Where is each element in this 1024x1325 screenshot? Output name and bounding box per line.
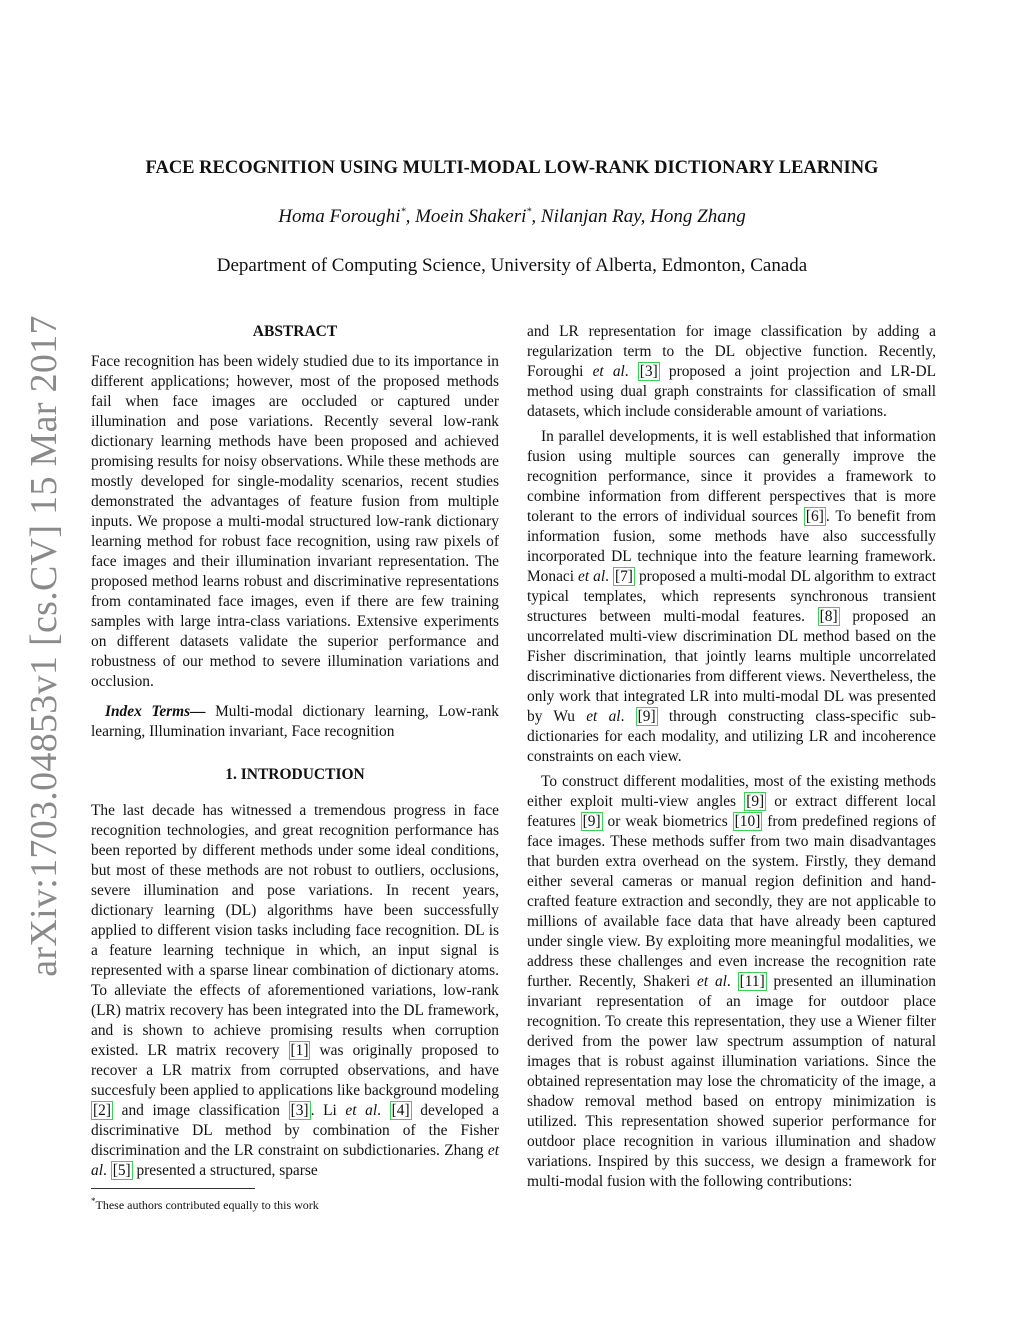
text-run: and LR representation for image classification by adding a regularization term to the DL objective function. Recently, Foroughi xyxy=(527,323,936,380)
text-run: proposed a joint projection and LR-DL method using dual graph constraints for classification of small datasets, which include considerable amount of variations. xyxy=(527,363,936,420)
et-al: et al xyxy=(696,973,727,990)
footnote-rule xyxy=(91,1188,255,1189)
citation-link[interactable]: [6] xyxy=(805,508,824,525)
paper-title: FACE RECOGNITION USING MULTI-MODAL LOW-RANK DICTIONARY LEARNING xyxy=(145,158,879,178)
citation-link[interactable]: [5] xyxy=(112,1162,131,1179)
citation-link[interactable]: [8] xyxy=(819,608,838,625)
citation-link[interactable]: [9] xyxy=(637,708,656,725)
text-run: . xyxy=(620,708,636,725)
text-run: . xyxy=(624,363,638,380)
arxiv-identifier: arXiv:1703.04853v1 [cs.CV] 15 Mar 2017 xyxy=(23,315,65,977)
footnote xyxy=(91,1188,499,1213)
footnote-body: These authors contributed equally to this work xyxy=(95,1198,319,1212)
author-name: Moein Shakeri xyxy=(415,206,527,227)
intro-paragraph-1 xyxy=(91,801,499,1181)
et-al: et al xyxy=(91,1142,499,1179)
text-run: developed a discriminative DL method by combination of the Fisher discrimination and the LR constraint on subdictionaries. Zhang xyxy=(91,1102,499,1159)
et-al: et al xyxy=(586,708,621,725)
intro-paragraph-4 xyxy=(527,772,936,1192)
author-list: Homa Foroughi*, Moein Shakeri*, Nilanjan Ray, Hong Zhang xyxy=(278,206,746,227)
text-run: . To benefit from information fusion, some methods have also successfully incorporated DL technique into the feature learning framework. Monaci xyxy=(527,508,937,585)
left-column xyxy=(91,322,499,1181)
text-run: from predefined regions of face images. These methods suffer from two main disadvantages that burden extra overhead on the system. Firstly, they demand either several cameras or manual region definition and hand-crafted feature extraction and secondly, they are not applicable to millions of available face data that have already been captured under single view. By exploiting more meaningful modalities, we address these challenges and even increase the recognition rate further. Recently, Shakeri xyxy=(527,813,936,990)
text-run: proposed an uncorrelated multi-view discrimination DL method based on the Fisher discrimination, that jointly learns multiple uncorrelated discriminative dictionaries from different views. Nevertheless, the only work that integrated LR into multi-modal DL was presented by Wu xyxy=(527,608,936,725)
et-al: et al xyxy=(345,1102,378,1119)
citation-link[interactable]: [7] xyxy=(614,568,633,585)
et-al: et al xyxy=(578,568,606,585)
intro-heading: 1. INTRODUCTION xyxy=(225,766,365,783)
text-run: presented a structured, sparse xyxy=(132,1162,318,1179)
text-run: . xyxy=(377,1102,390,1119)
citation-link[interactable]: [10] xyxy=(734,813,761,830)
intro-paragraph-2 xyxy=(527,322,936,422)
text-run: . xyxy=(605,568,613,585)
author-name: Nilanjan Ray xyxy=(540,206,641,227)
right-column xyxy=(527,322,936,1192)
text-run: was originally proposed to recover a LR matrix from corrupted observations, and have succesfuly been applied to applications like background modeling xyxy=(91,1042,499,1099)
text-run: through constructing class-specific sub-dictionaries for each modality, and utilizing LR and incoherence constraints on each view. xyxy=(527,708,936,765)
index-terms xyxy=(91,702,499,742)
text-run: To construct different modalities, most of the existing methods either exploit multi-view angles xyxy=(527,773,936,810)
text-run: or weak biometrics xyxy=(602,813,733,830)
text-run: or extract different local features xyxy=(527,793,936,830)
citation-link[interactable]: [9] xyxy=(746,793,765,810)
text-run: and image classification xyxy=(112,1102,289,1119)
footnote-mark: * xyxy=(91,1196,96,1206)
text-run: In parallel developments, it is well established that information fusion using multiple sources can generally improve the recognition performance, since it provides a framework to combine information from different perspectives that is more tolerant to the errors of individual sources xyxy=(527,428,936,525)
citation-link[interactable]: [9] xyxy=(582,813,601,830)
abstract-heading: ABSTRACT xyxy=(252,323,338,340)
arxiv-sidebar xyxy=(0,0,80,1325)
citation-link[interactable]: [2] xyxy=(93,1102,111,1119)
author-mark: * xyxy=(526,206,532,218)
citation-link[interactable]: [1] xyxy=(290,1042,309,1059)
footnote-text xyxy=(91,1193,499,1213)
text-run: presented an illumination invariant representation of an image for outdoor place recognition. To create this representation, they use a Wiener filter derived from the power law spectrum assumption of natural images that is robust against illumination variations. Since the obtained representation may lose the chromaticity of the image, a shadow removal method based on entropy minimization is utilized. This representation showed superior performance for outdoor place recognition in various illumination and shadow variations. Inspired by this success, we design a framework for multi-modal fusion with the following contributions: xyxy=(527,973,936,1190)
citation-link[interactable]: [11] xyxy=(739,973,765,990)
text-run: . xyxy=(726,973,738,990)
author-name: Homa Foroughi xyxy=(278,206,401,227)
text-run: The last decade has witnessed a tremendous progress in face recognition technologies, and great recognition performance has been reported by different methods under some ideal conditions, but most of these methods are not robust to outliers, occlusions, severe illumination and pose variations. In recent years, dictionary learning (DL) algorithms have been successfully applied to different vision tasks including face recognition. DL is a feature learning technique in which, an input signal is represented with a sparse linear combination of dictionary atoms. To alleviate the effects of aforementioned variations, low-rank (LR) matrix recovery has been integrated into the DL framework, and is shown to achieve promising results when corruption existed. LR matrix recovery xyxy=(91,802,499,1059)
citation-link[interactable]: [4] xyxy=(391,1102,410,1119)
text-run: . xyxy=(102,1162,111,1179)
text-run: . Li xyxy=(310,1102,346,1119)
abstract-text: Face recognition has been widely studied due to its importance in different applications; however, most of the proposed methods fail when face images are occluded or captured under illumination and pose variations. Recently several low-rank dictionary learning methods have been proposed and achieved promising results for noisy observations. While these methods are mostly developed for single-modality scenarios, recent studies demonstrated the advantages of feature fusion from multiple inputs. We propose a multi-modal structured low-rank dictionary learning method for robust face recognition, using raw pixels of face images and their illumination invariant representation. The proposed method learns robust and discriminative representations from contaminated face images, even if there are few training samples with large intra-class variations. Extensive experiments on different datasets validate the superior performance and robustness of our method to severe illumination variations and occlusion. xyxy=(91,353,499,690)
index-terms-text: Multi-modal dictionary learning, Low-rank learning, Illumination invariant, Face recognition xyxy=(91,703,500,740)
citation-link[interactable]: [3] xyxy=(639,363,658,380)
intro-paragraph-3 xyxy=(527,427,936,767)
author-name: Hong Zhang xyxy=(650,206,746,227)
citation-link[interactable]: [3] xyxy=(290,1102,309,1119)
text-run: proposed a multi-modal DL algorithm to extract typical templates, which represents synchronous transient structures between multi-modal features. xyxy=(527,568,936,625)
affiliation: Department of Computing Science, University of Alberta, Edmonton, Canada xyxy=(216,255,808,276)
index-terms-label: Index Terms— xyxy=(105,703,206,720)
et-al: et al xyxy=(592,363,625,380)
author-mark: * xyxy=(400,206,406,218)
